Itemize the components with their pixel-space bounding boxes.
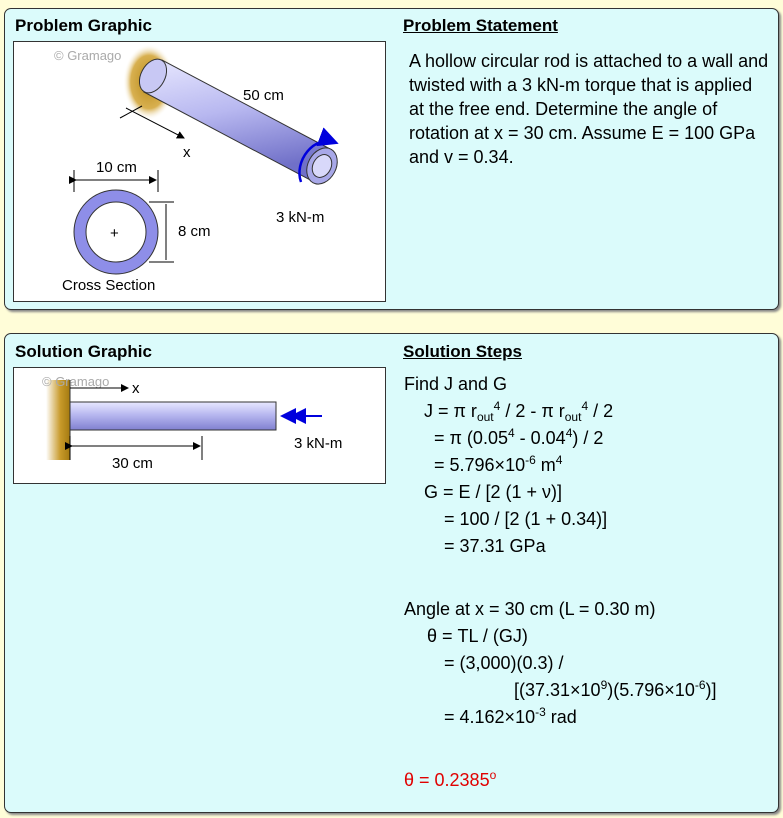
inner-dim-label: 8 cm	[178, 223, 211, 240]
step-g-result: = 37.31 GPa	[444, 536, 546, 556]
problem-graphic	[13, 41, 386, 302]
step-t4-exp: -3	[535, 705, 546, 719]
step-theta-denominator	[514, 677, 717, 704]
problem-graphic-title: Problem Graphic	[15, 16, 152, 35]
step-j2-exp-b: 4	[565, 426, 573, 440]
step-t3-exp-b: -6	[694, 678, 706, 692]
cross-section-label: Cross Section	[62, 277, 156, 294]
step-j2-exp-a: 4	[507, 426, 515, 440]
step-t4-suffix: rad	[545, 707, 577, 727]
wall	[46, 380, 70, 460]
step-j3-exp: -6	[525, 453, 536, 467]
step-j3-exp2: 4	[555, 453, 563, 467]
step-t3-c: )]	[705, 680, 717, 700]
step-t4-prefix: = 4.162×10	[444, 707, 536, 727]
step-theta-result	[444, 704, 577, 731]
step-j-mid: / 2 - π r	[500, 401, 565, 421]
problem-statement-text: A hollow circular rod is attached to a wall and twisted with a 3 kN-m torque that is applied at the free end. Determine the angle of rotation at x = 30 cm. Assume E = 100 GPa and v = 0.34.	[409, 51, 769, 167]
rod-body	[144, 60, 332, 182]
solution-panel	[4, 333, 779, 813]
final-answer	[404, 767, 496, 794]
torque-label: 3 kN-m	[276, 209, 325, 226]
outer-dim-label: 10 cm	[96, 159, 137, 176]
step-t3-b: )(5.796×10	[607, 680, 695, 700]
step-j3-mid: m	[535, 455, 556, 475]
problem-panel	[4, 8, 779, 310]
step-j2-mid: - 0.04	[514, 428, 566, 448]
step-g-formula: G = E / [2 (1 + ν)]	[424, 482, 563, 502]
solution-steps-title: Solution Steps	[403, 342, 522, 361]
step-j-formula	[424, 398, 613, 425]
step-j-sub: out	[476, 410, 494, 424]
final-answer-degree: o	[489, 768, 497, 782]
step-j-sub2: out	[564, 410, 582, 424]
final-answer-value: θ = 0.2385	[404, 770, 490, 790]
solution-graphic	[13, 367, 386, 484]
x-label-2: x	[132, 380, 140, 397]
step-j-prefix: J = π r	[424, 401, 477, 421]
step-theta-formula: θ = TL / (GJ)	[427, 626, 528, 646]
step-find-heading: Find J and G	[404, 374, 508, 394]
copyright-text: © Gramago	[54, 48, 122, 63]
solution-diagram	[14, 368, 385, 483]
step-j-exp: 4	[493, 399, 501, 413]
step-t3-a: [(37.31×10	[514, 680, 601, 700]
center-mark: +	[110, 225, 119, 242]
rod-side-view	[70, 402, 276, 430]
step-j-substituted	[434, 425, 603, 452]
step-t3-exp-a: 9	[600, 678, 608, 692]
x-label: x	[183, 144, 191, 161]
length-label: 50 cm	[243, 87, 284, 104]
step-j-result	[434, 452, 562, 479]
length-label-2: 30 cm	[112, 455, 153, 472]
torque-label-2: 3 kN-m	[294, 435, 343, 452]
step-j3-prefix: = 5.796×10	[434, 455, 526, 475]
step-theta-numerator: = (3,000)(0.3) /	[444, 653, 564, 673]
step-j-exp2: 4	[581, 399, 589, 413]
step-angle-heading: Angle at x = 30 cm (L = 0.30 m)	[404, 599, 656, 619]
step-j-suffix: / 2	[588, 401, 614, 421]
problem-statement-title: Problem Statement	[403, 16, 558, 35]
step-g-substituted: = 100 / [2 (1 + 0.34)]	[444, 509, 608, 529]
step-j2-prefix: = π (0.05	[434, 428, 508, 448]
problem-diagram	[14, 42, 385, 301]
step-j2-suffix: ) / 2	[572, 428, 604, 448]
copyright-text-2: © Gramago	[42, 374, 110, 389]
solution-graphic-title: Solution Graphic	[15, 342, 152, 361]
